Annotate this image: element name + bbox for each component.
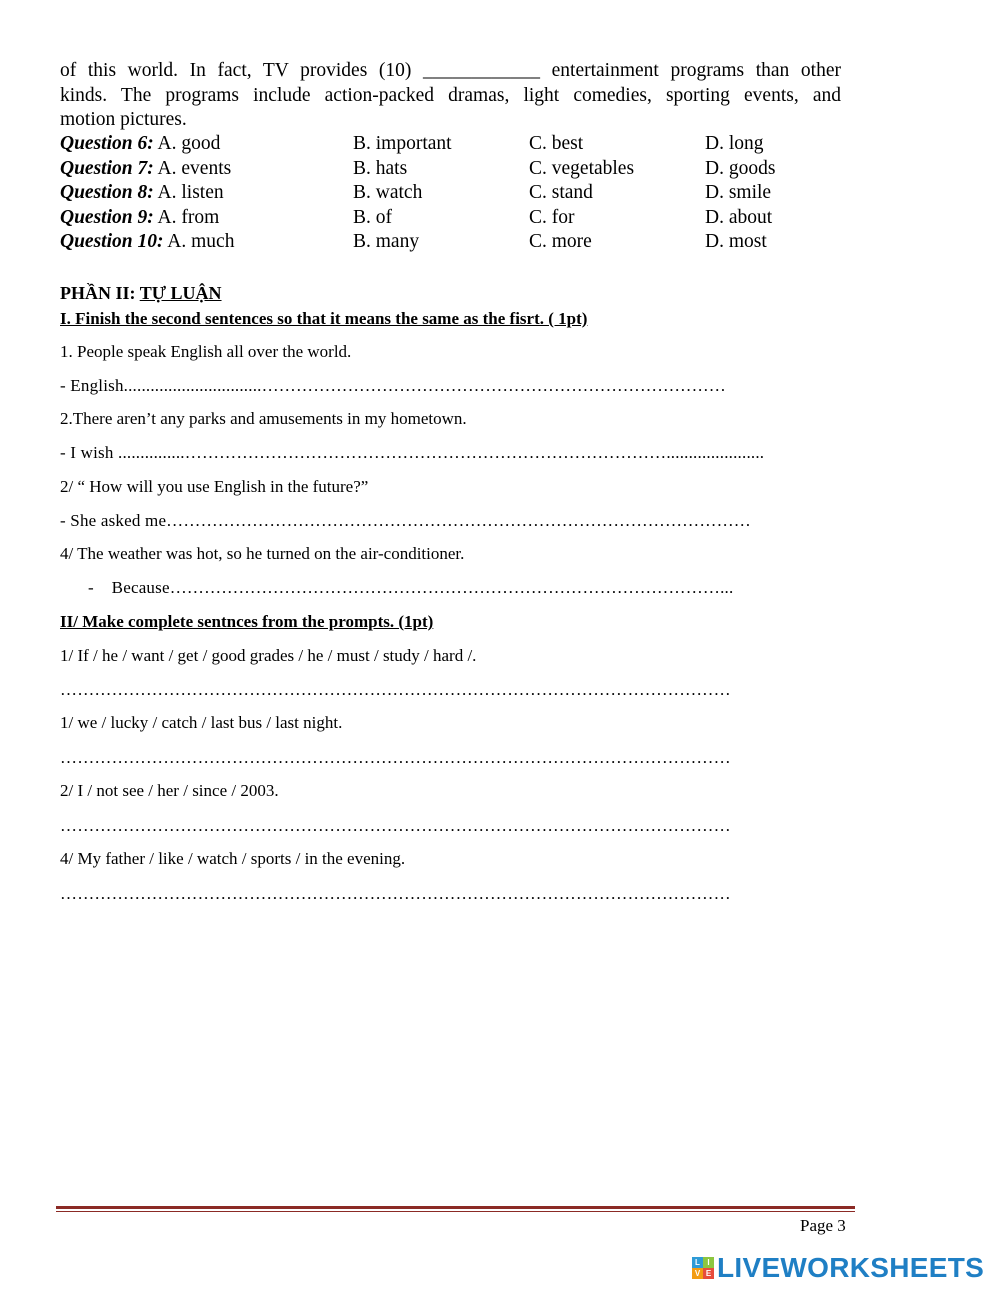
rewrite-prompt-4: 4/ The weather was hot, so he turned on the air-conditioner. (60, 544, 465, 563)
option-d[interactable]: D. goods (705, 157, 776, 179)
option-b[interactable]: B. important (353, 133, 452, 154)
question-list (60, 132, 841, 255)
section-1-title: I. Finish the second sentences so that it means the same as the fisrt. ( 1pt) (60, 309, 588, 328)
question-label: Question 10: (60, 231, 164, 252)
option-a[interactable]: A. listen (157, 182, 224, 203)
footer-rule (56, 1206, 855, 1209)
rewrite-answer-1[interactable]: - English...............................……………………………………………………………………… (60, 376, 727, 395)
reading-passage (60, 59, 841, 133)
question-label: Question 6: (60, 133, 154, 154)
option-a[interactable]: A. much (167, 231, 235, 252)
question-label: Question 7: (60, 157, 154, 179)
option-d[interactable]: D. about (705, 206, 773, 228)
rewrite-prompt-2: 2.There aren’t any parks and amusements in my hometown. (60, 409, 467, 428)
option-c[interactable]: C. for (529, 206, 575, 228)
option-c[interactable]: C. more (529, 231, 592, 252)
option-d[interactable]: D. most (705, 231, 767, 252)
option-c[interactable]: C. vegetables (529, 157, 635, 179)
option-b[interactable]: B. many (353, 231, 420, 252)
sentence-answer-1[interactable]: ……………………………………………………………………………………………………… (60, 680, 731, 699)
logo-letter: L (692, 1257, 703, 1268)
rewrite-prompt-3: 2/ “ How will you use English in the future?” (60, 477, 369, 496)
logo-letter: E (703, 1268, 714, 1279)
logo-letter: V (692, 1268, 703, 1279)
option-b[interactable]: B. watch (353, 182, 423, 203)
option-a[interactable]: A. events (157, 157, 232, 179)
option-a[interactable]: A. from (157, 206, 220, 228)
liveworksheets-brand (692, 1252, 984, 1284)
footer-rule-thin (56, 1211, 855, 1212)
rewrite-answer-2[interactable]: - I wish ...............…………………………………………………………………………...................... (60, 443, 765, 462)
option-d[interactable]: D. long (705, 133, 764, 154)
question-7 (60, 157, 841, 182)
sentence-prompt-1: 1/ If / he / want / get / good grades / he / must / study / hard /. (60, 646, 477, 665)
option-b[interactable]: B. of (353, 206, 392, 228)
logo-letter: I (703, 1257, 714, 1268)
passage-line: kinds. The programs include action-packed dramas, light comedies, sporting events, and (60, 84, 841, 106)
question-9 (60, 206, 841, 231)
question-label: Question 9: (60, 206, 154, 228)
liveworksheets-logo-icon (692, 1257, 714, 1279)
part-2-title: TỰ LUẬN (139, 283, 222, 303)
question-8 (60, 181, 841, 206)
sentence-prompt-2: 1/ we / lucky / catch / last bus / last night. (60, 713, 343, 732)
sentence-prompt-4: 4/ My father / like / watch / sports / in the evening. (60, 849, 406, 868)
option-c[interactable]: C. stand (529, 182, 593, 203)
part-2-heading (60, 283, 222, 304)
sentence-answer-2[interactable]: ……………………………………………………………………………………………………… (60, 748, 731, 767)
sentence-prompt-3: 2/ I / not see / her / since / 2003. (60, 781, 279, 800)
page-number: Page 3 (800, 1216, 846, 1235)
option-a[interactable]: A. good (157, 133, 221, 154)
part-2-prefix: PHẦN II: (60, 283, 140, 303)
passage-line: of this world. In fact, TV provides (10) ____________ entertainment programs than other (60, 60, 841, 81)
passage-line: motion pictures. (60, 109, 187, 130)
rewrite-answer-3[interactable]: - She asked me………………………………………………………………………………………… (60, 511, 751, 530)
option-d[interactable]: D. smile (705, 182, 772, 203)
brand-name: LIVEWORKSHEETS (717, 1252, 985, 1283)
rewrite-answer-4[interactable]: - Because……………………………………………………………………………………... (88, 578, 734, 597)
option-b[interactable]: B. hats (353, 157, 408, 179)
question-10 (60, 230, 841, 255)
question-label: Question 8: (60, 182, 154, 203)
sentence-answer-4[interactable]: ……………………………………………………………………………………………………… (60, 884, 731, 903)
option-c[interactable]: C. best (529, 133, 584, 154)
sentence-answer-3[interactable]: ……………………………………………………………………………………………………… (60, 816, 731, 835)
question-6 (60, 132, 841, 157)
rewrite-prompt-1: 1. People speak English all over the world. (60, 342, 352, 361)
section-2-title: II/ Make complete sentnces from the prompts. (1pt) (60, 612, 434, 631)
